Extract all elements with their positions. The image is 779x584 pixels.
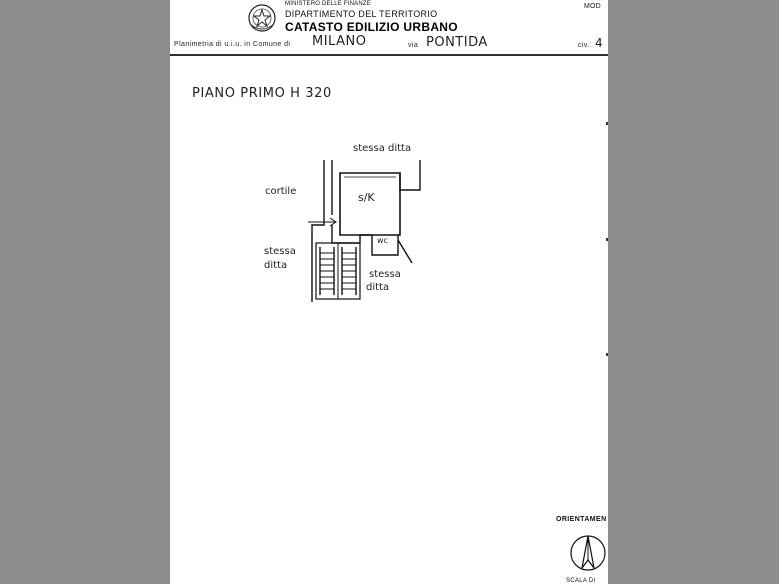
label-right-ditta: ditta <box>366 282 390 293</box>
department-label: DIPARTIMENTO DEL TERRITORIO <box>285 9 438 19</box>
label-wc: wc <box>377 236 388 245</box>
north-arrow-icon <box>568 532 608 574</box>
civ-label: civ. <box>578 42 590 49</box>
label-left-ditta: ditta <box>264 260 288 271</box>
label-right-stessa: stessa <box>369 269 401 280</box>
civ-value: 4 <box>595 36 603 50</box>
edge-tick <box>606 353 608 356</box>
comune-value: MILANO <box>312 34 367 49</box>
edge-tick <box>606 238 608 241</box>
scale-label: SCALA DI <box>566 578 596 584</box>
ministry-label: MINISTERO DELLE FINANZE <box>285 1 371 7</box>
form-code: MOD <box>584 3 601 10</box>
orientation-label: ORIENTAMEN <box>556 516 607 523</box>
address-prefix: Planimetria di u.i.u. in Comune di <box>174 41 291 48</box>
cadastral-plan-sheet <box>170 0 608 584</box>
via-value: PONTIDA <box>426 35 488 50</box>
label-room: s/K <box>358 191 375 204</box>
italian-republic-emblem-icon <box>247 2 277 34</box>
label-left-stessa: stessa <box>264 246 296 257</box>
label-cortile: cortile <box>265 186 297 197</box>
office-title: CATASTO EDILIZIO URBANO <box>285 20 458 34</box>
via-label: via <box>408 42 419 49</box>
label-top-stessa-ditta: stessa ditta <box>353 143 412 154</box>
floor-title: PIANO PRIMO H 320 <box>192 86 332 101</box>
header-rule <box>170 54 608 56</box>
edge-tick <box>606 122 608 125</box>
